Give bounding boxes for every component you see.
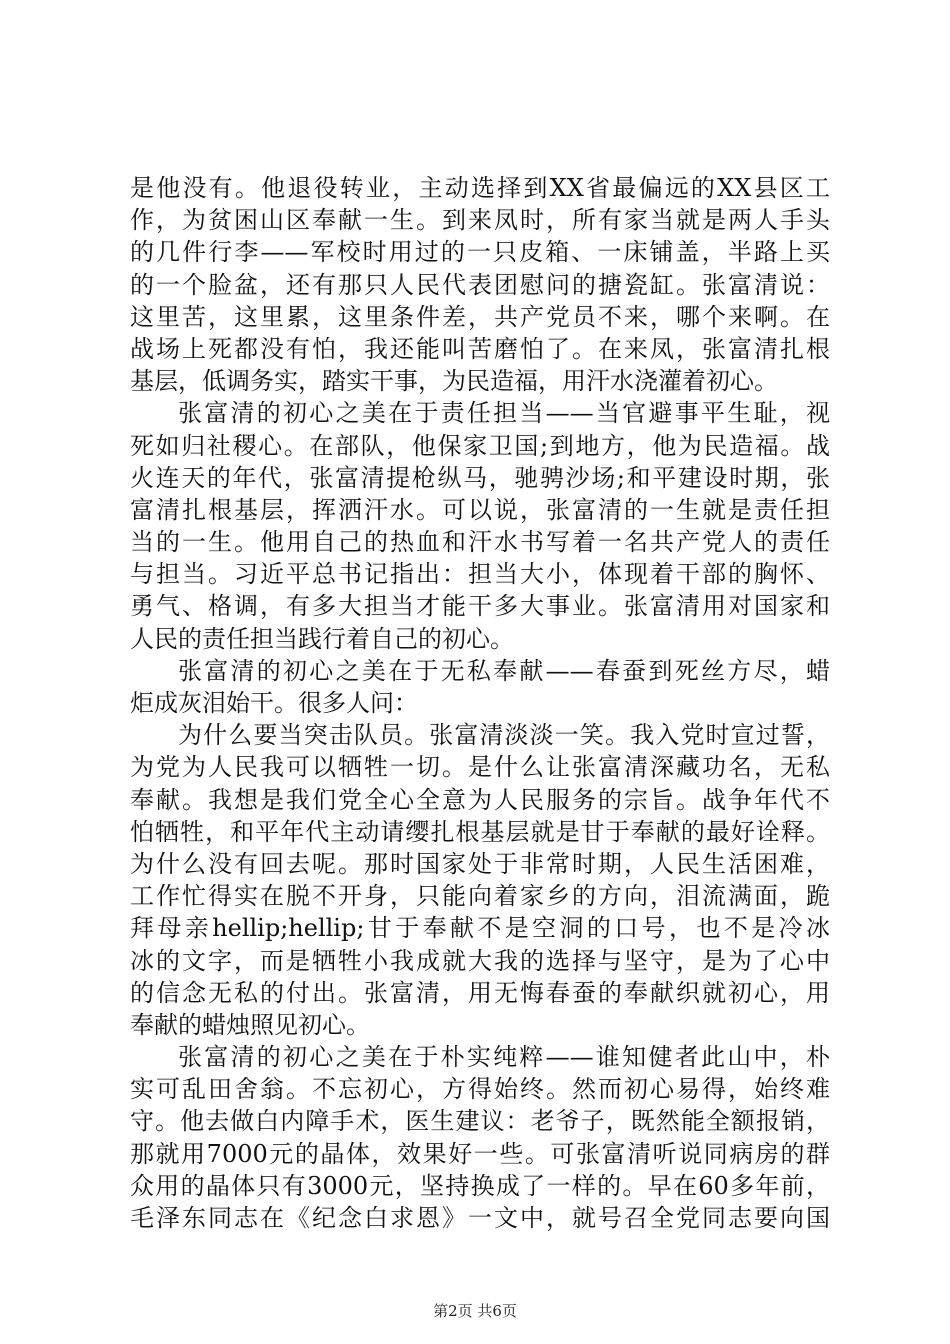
text-line: 是他没有。他退役转业，主动选择到XX省最偏远的XX县区工 bbox=[130, 174, 830, 202]
text-line: 实可乱田舍翁。不忘初心，方得始终。然而初心易得，始终难 bbox=[130, 1075, 830, 1104]
text-line: 怕牺牲，和平年代主动请缨扎根基层就是甘于奉献的最好诠释。 bbox=[130, 817, 830, 846]
text-line: 毛泽东同志在《纪念白求恩》一文中，就号召全党同志要向国 bbox=[130, 1204, 830, 1232]
text-line: 火连天的年代，张富清提枪纵马，驰骋沙场;和平建设时期，张 bbox=[130, 463, 830, 492]
paragraph-first-line: 张富清的初心之美在于朴实纯粹——谁知健者此山中，朴 bbox=[178, 1043, 830, 1072]
text-line: 奉献。我想是我们党全心全意为人民服务的宗旨。战争年代不 bbox=[130, 785, 830, 814]
text-line: 这里苦，这里累，这里条件差，共产党员不来，哪个来啊。在 bbox=[130, 302, 830, 331]
text-line: 奉献的蜡烛照见初心。 bbox=[130, 1010, 370, 1039]
text-line: 的一个脸盆，还有那只人民代表团慰问的搪瓷缸。张富清说： bbox=[130, 270, 830, 299]
text-line: 的信念无私的付出。张富清，用无悔春蚕的奉献织就初心，用 bbox=[130, 978, 830, 1007]
text-line: 为党为人民我可以牺牲一切。是什么让张富清深藏功名，无私 bbox=[130, 753, 830, 782]
text-line: 与担当。习近平总书记指出：担当大小，体现着干部的胸怀、 bbox=[130, 560, 830, 589]
text-line: 众用的晶体只有3000元，坚持换成了一样的。早在60多年前， bbox=[130, 1171, 830, 1200]
text-line: 作，为贫困山区奉献一生。到来凤时，所有家当就是两人手头 bbox=[130, 206, 830, 235]
text-line: 战场上死都没有怕，我还能叫苦磨怕了。在来凤，张富清扎根 bbox=[130, 334, 830, 363]
text-line: 拜母亲hellip;hellip;甘于奉献不是空洞的口号，也不是冷冰 bbox=[130, 914, 830, 943]
text-line: 死如归社稷心。在部队，他保家卫国;到地方，他为民造福。战 bbox=[130, 431, 830, 460]
document-body bbox=[130, 172, 830, 1234]
text-line: 的几件行李——军校时用过的一只皮箱、一床铺盖，半路上买 bbox=[130, 238, 830, 267]
text-line: 为什么没有回去呢。那时国家处于非常时期，人民生活困难， bbox=[130, 849, 830, 878]
paragraph-first-line: 张富清的初心之美在于无私奉献——春蚕到死丝方尽，蜡 bbox=[178, 656, 830, 685]
text-line: 人民的责任担当践行着自己的初心。 bbox=[130, 624, 514, 653]
page-footer bbox=[0, 1301, 950, 1321]
paragraph-first-line: 张富清的初心之美在于责任担当——当官避事平生耻，视 bbox=[178, 399, 830, 428]
text-line: 冰的文字，而是牺牲小我成就大我的选择与坚守，是为了心中 bbox=[130, 946, 830, 975]
paragraph-first-line: 为什么要当突击队员。张富清淡淡一笑。我入党时宣过誓， bbox=[178, 721, 830, 750]
text-line: 富清扎根基层，挥洒汗水。可以说，张富清的一生就是责任担 bbox=[130, 495, 830, 524]
text-line: 炬成灰泪始干。很多人问： bbox=[130, 689, 418, 717]
page-number-label: 第2页 共6页 bbox=[433, 1302, 517, 1320]
text-line: 守。他去做白内障手术，医生建议：老爷子，既然能全额报销， bbox=[130, 1107, 830, 1136]
text-line: 那就用7000元的晶体，效果好一些。可张富清听说同病房的群 bbox=[130, 1139, 830, 1168]
text-line: 勇气、格调，有多大担当才能干多大事业。张富清用对国家和 bbox=[130, 592, 830, 621]
text-line: 基层，低调务实，踏实干事，为民造福，用汗水浇灌着初心。 bbox=[130, 367, 778, 396]
text-line: 当的一生。他用自己的热血和汗水书写着一名共产党人的责任 bbox=[130, 528, 830, 557]
text-line: 工作忙得实在脱不开身，只能向着家乡的方向，泪流满面，跪 bbox=[130, 882, 830, 911]
